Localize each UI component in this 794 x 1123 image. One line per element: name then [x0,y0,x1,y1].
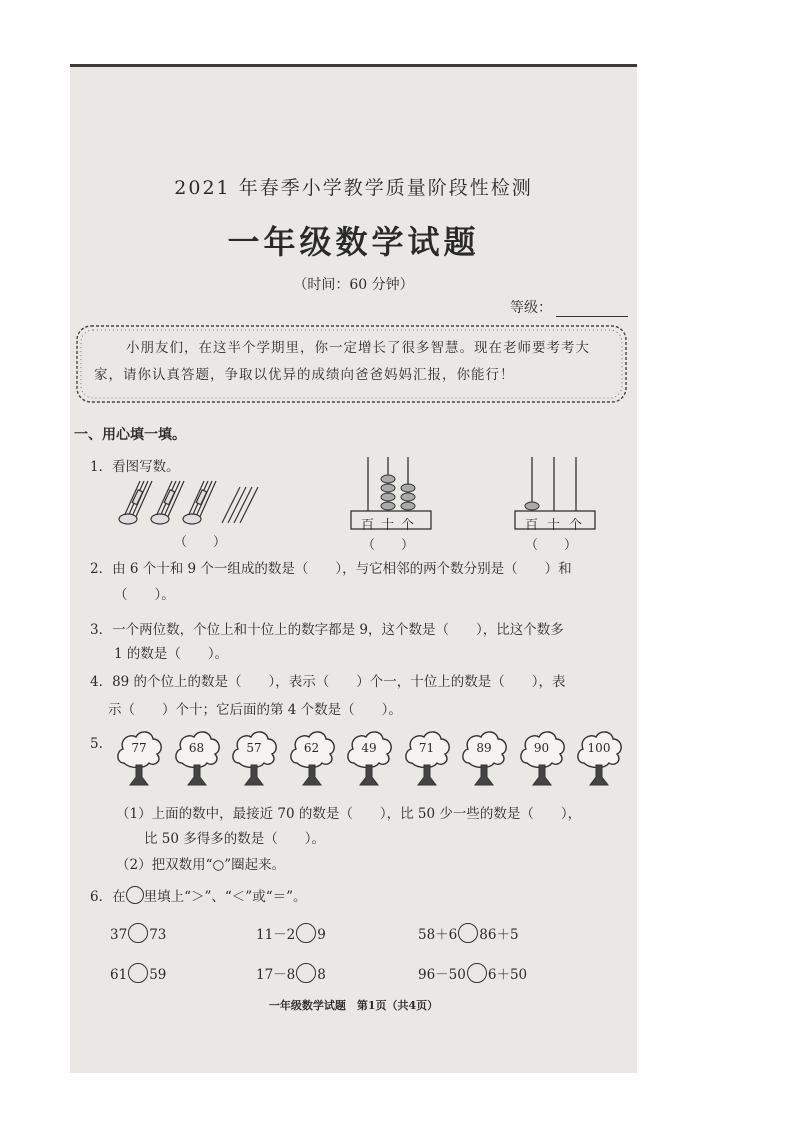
q6-text-pre: 6．在 [90,889,126,905]
tree-number[interactable]: 89 [476,741,492,755]
compare-item [418,923,519,943]
page-footer: 一年级数学试题 第1页（共4页） [268,999,439,1012]
compare-item [256,923,326,943]
q5-sub1-line-1: （1）上面的数中，最接近 70 的数是（ ），比 50 少一些的数是（ ）， [116,806,582,822]
q6-text [90,885,307,905]
section-title: 一、用心填一填。 [74,427,186,443]
tree-3 [229,725,279,789]
compare-right: 59 [149,967,167,983]
compare-circle[interactable] [467,963,487,983]
intro-text: 小朋友们，在这半个学期里，你一定增长了很多智慧。现在老师要考考大家，请你认真答题，争取以优异的成绩向爸爸妈妈汇报，你能行！ [94,340,590,383]
compare-circle[interactable] [296,923,316,943]
compare-right: 9 [317,927,326,943]
abacus-2-label-tens: 十 [547,518,561,533]
tree-number[interactable]: 90 [533,741,550,755]
tree-8 [517,725,567,789]
compare-left: 17－8 [256,967,296,983]
compare-left: 11－2 [256,927,296,943]
tree-icon [459,725,509,789]
compare-circle[interactable] [458,923,478,943]
compare-right: 73 [149,927,167,943]
q4-line-2: 示（ ）个十；它后面的第 4 个数是（ ）。 [108,702,402,718]
tree-icon [287,725,337,789]
compare-left: 96－50 [418,967,466,983]
tree-9 [574,725,624,789]
q6-text-post: 里填上“＞”、“＜”或“＝”。 [143,889,307,905]
exam-paper [70,64,637,1073]
q5-number: 5. [90,736,103,752]
tree-icon [114,725,164,789]
q5-sub1-line-2: 比 50 多得多的数是（ ）。 [144,831,326,847]
abacus-1-label-ones: 个 [401,518,415,533]
tree-2 [172,725,222,789]
grade-field [510,297,628,317]
grade-label: 等级： [510,300,552,316]
tree-icon [172,725,222,789]
tree-icon [574,725,624,789]
q3-line-1: 3．一个两位数，个位上和十位上的数字都是 9，这个数是（ ），比这个数多 [90,622,564,638]
exam-title: 一年级数学试题 [227,223,480,261]
abacus-2-label-hundreds: 百 [525,518,539,533]
q5-sub2: （2）把双数用“○”圈起来。 [116,857,286,873]
compare-right: 8 [317,967,326,983]
q2-line-2: （ ）。 [114,587,175,603]
q1-blank-3[interactable]: （ ） [525,538,578,553]
q4-line-1: 4．89 的个位上的数是（ ），表示（ ）个一，十位上的数是（ ），表 [90,674,566,690]
tree-number[interactable]: 62 [303,741,320,755]
tree-6 [402,725,452,789]
exam-header: 2021 年春季小学教学质量阶段性检测 [174,177,533,199]
q1-blank-2[interactable]: （ ） [362,538,415,553]
compare-item [110,923,166,943]
tree-1 [114,725,164,789]
tree-number[interactable]: 100 [587,741,611,755]
compare-left: 61 [110,967,128,983]
abacus-2-label-ones: 个 [569,518,583,533]
tree-number[interactable]: 68 [188,741,205,755]
tree-icon [229,725,279,789]
compare-item [110,963,166,983]
compare-circle[interactable] [128,923,148,943]
compare-left: 58＋6 [418,927,458,943]
tree-5 [344,725,394,789]
compare-left: 37 [110,927,128,943]
tree-4 [287,725,337,789]
tree-number[interactable]: 57 [246,741,262,755]
q1-blank-1[interactable]: （ ） [174,535,227,550]
compare-circle[interactable] [296,963,316,983]
q2-line-1: 2．由 6 个十和 9 个一组成的数是（ ），与它相邻的两个数分别是（ ）和 [90,561,572,577]
compare-item [256,963,326,983]
tree-number[interactable]: 77 [131,741,147,755]
tree-7 [459,725,509,789]
abacus-1-label-tens: 十 [381,518,395,533]
grade-blank[interactable] [556,302,628,317]
compare-circle[interactable] [128,963,148,983]
tree-icon [517,725,567,789]
circle-icon [126,886,144,904]
tree-number[interactable]: 49 [361,741,377,755]
q1-text: 1．看图写数。 [90,459,180,475]
tree-icon [402,725,452,789]
compare-right: 6＋50 [487,967,528,983]
abacus-1-label-hundreds: 百 [361,518,375,533]
tree-number[interactable]: 71 [418,741,435,755]
compare-right: 86＋5 [479,927,519,943]
exam-time: （时间：60 分钟） [293,277,414,293]
tree-icon [344,725,394,789]
q3-line-2: 1 的数是（ ）。 [114,646,229,662]
compare-item [418,963,527,983]
stick-bundles-icon [118,477,268,529]
